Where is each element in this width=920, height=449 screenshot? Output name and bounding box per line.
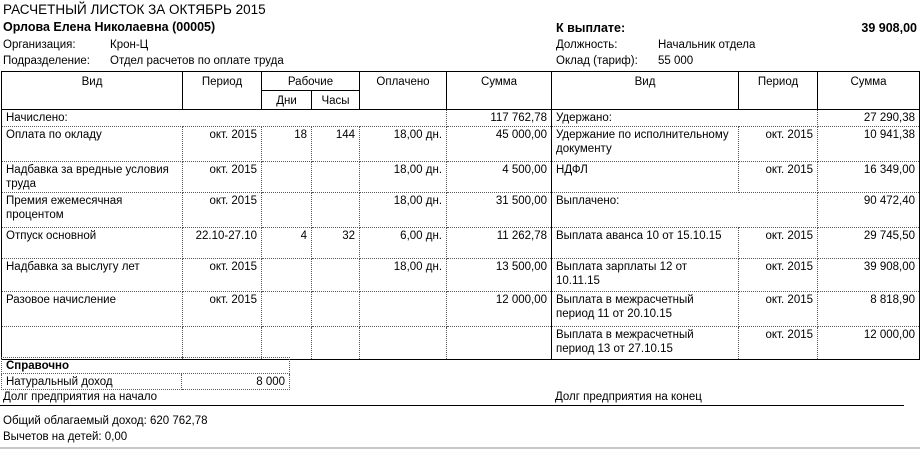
col-period-left: Период xyxy=(183,72,262,110)
cell-paid xyxy=(360,292,447,327)
cell-period-r: окт. 2015 xyxy=(739,259,818,292)
child-deductions-line: Вычетов на детей: 0,00 xyxy=(3,431,128,443)
taxable-income-line: Общий облагаемый доход: 620 762,78 xyxy=(3,415,208,427)
cell-amount: 45 000,00 xyxy=(447,127,552,162)
cell-days xyxy=(262,327,312,360)
position-label: Должность: xyxy=(556,39,618,51)
salary-label: Оклад (тариф): xyxy=(556,55,638,67)
cell-period-r: окт. 2015 xyxy=(739,292,818,327)
cell-kind: Надбавка за выслугу лет xyxy=(2,259,183,292)
accrued-total: 117 762,78 xyxy=(447,110,552,127)
cell-amount-r: 16 349,00 xyxy=(818,162,920,193)
cell-kind-r: Удержание по исполнительному документу xyxy=(552,127,739,162)
cell-paid: 6,00 дн. xyxy=(360,228,447,259)
cell-amount xyxy=(447,327,552,360)
position-value: Начальник отдела xyxy=(658,39,756,51)
cell-amount-r: 39 908,00 xyxy=(818,259,920,292)
payslip-table xyxy=(1,71,920,360)
reference-table xyxy=(1,357,290,390)
cell-kind: Премия ежемесячная процентом xyxy=(2,193,183,228)
organization-value: Крон-Ц xyxy=(110,39,149,51)
cell-period: окт. 2015 xyxy=(183,162,262,193)
withheld-label: Удержано: xyxy=(552,110,818,127)
report-title: РАСЧЕТНЫЙ ЛИСТОК ЗА ОКТЯБРЬ 2015 xyxy=(3,2,266,17)
cell-period: окт. 2015 xyxy=(183,193,262,228)
natural-income-label: Натуральный доход xyxy=(2,374,182,390)
cell-hours xyxy=(312,162,360,193)
cell-paid: 18,00 дн. xyxy=(360,193,447,228)
employee-name: Орлова Елена Николаевна (00005) xyxy=(3,20,216,34)
department-label: Подразделение: xyxy=(3,55,90,67)
cell-hours: 32 xyxy=(312,228,360,259)
cell-paid xyxy=(360,327,447,360)
cell-amount: 11 262,78 xyxy=(447,228,552,259)
cell-days xyxy=(262,193,312,228)
table-row xyxy=(2,162,920,193)
cell-hours xyxy=(312,327,360,360)
cell-paid: 18,00 дн. xyxy=(360,162,447,193)
cell-amount-r: 8 818,90 xyxy=(818,292,920,327)
cell-period-r: окт. 2015 xyxy=(739,127,818,162)
col-amount-left: Сумма xyxy=(447,72,552,110)
table-row xyxy=(2,259,920,292)
cell-kind-r: Выплата в межрасчетный период 11 от 20.10.15 xyxy=(552,292,739,327)
cell-kind: Разовое начисление xyxy=(2,292,183,327)
cell-period-r: окт. 2015 xyxy=(739,228,818,259)
col-kind-left: Вид xyxy=(2,72,183,110)
table-row xyxy=(2,127,920,162)
cell-amount-r: 12 000,00 xyxy=(818,327,920,360)
table-row xyxy=(2,327,920,360)
organization-label: Организация: xyxy=(3,39,76,51)
cell-kind-r: Выплата в межрасчетный период 13 от 27.10.15 xyxy=(552,327,739,360)
cell-period: окт. 2015 xyxy=(183,292,262,327)
cell-period-r: окт. 2015 xyxy=(739,162,818,193)
cell-amount: 13 500,00 xyxy=(447,259,552,292)
cell-kind: Оплата по окладу xyxy=(2,127,183,162)
paidout-label: Выплачено: xyxy=(552,193,818,228)
cell-days xyxy=(262,162,312,193)
salary-value: 55 000 xyxy=(658,55,694,67)
col-amount-right: Сумма xyxy=(818,72,920,110)
cell-period: окт. 2015 xyxy=(183,259,262,292)
cell-kind: Надбавка за вредные условия труда xyxy=(2,162,183,193)
cell-amount-r: 10 941,38 xyxy=(818,127,920,162)
paidout-total: 90 472,40 xyxy=(818,193,920,228)
cell-period: окт. 2015 xyxy=(183,127,262,162)
cell-period-r: окт. 2015 xyxy=(739,327,818,360)
cell-days xyxy=(262,292,312,327)
cell-days: 18 xyxy=(262,127,312,162)
debt-start-label: Долг предприятия на начало xyxy=(3,391,158,403)
debt-end-label: Долг предприятия на конец xyxy=(555,391,702,403)
withheld-total: 27 290,38 xyxy=(818,110,920,127)
cell-amount: 31 500,00 xyxy=(447,193,552,228)
department-value: Отдел расчетов по оплате труда xyxy=(110,55,284,67)
cell-amount-r: 29 745,50 xyxy=(818,228,920,259)
col-paid: Оплачено xyxy=(360,72,447,110)
col-period-right: Период xyxy=(739,72,818,110)
cell-hours: 144 xyxy=(312,127,360,162)
cell-period: 22.10-27.10 xyxy=(183,228,262,259)
reference-title-row xyxy=(2,358,290,374)
cell-kind-r: Выплата аванса 10 от 15.10.15 xyxy=(552,228,739,259)
cell-days xyxy=(262,259,312,292)
accrued-label: Начислено: xyxy=(2,110,447,127)
cell-paid: 18,00 дн. xyxy=(360,127,447,162)
summary-row-accrued-withheld xyxy=(2,110,920,127)
natural-income-row xyxy=(2,374,290,390)
company-debt-row xyxy=(0,391,904,406)
cell-kind: Отпуск основной xyxy=(2,228,183,259)
header-row-1 xyxy=(2,72,920,91)
cell-amount: 4 500,00 xyxy=(447,162,552,193)
cell-amount: 12 000,00 xyxy=(447,292,552,327)
col-days: Дни xyxy=(262,91,312,110)
to-pay-label: К выплате: xyxy=(556,21,626,35)
cell-days: 4 xyxy=(262,228,312,259)
col-hours: Часы xyxy=(312,91,360,110)
cell-period xyxy=(183,327,262,360)
cell-kind-r: Выплата зарплаты 12 от 10.11.15 xyxy=(552,259,739,292)
to-pay-value: 39 908,00 xyxy=(861,21,917,35)
cell-hours xyxy=(312,193,360,228)
natural-income-value: 8 000 xyxy=(182,374,290,390)
cell-kind-r: НДФЛ xyxy=(552,162,739,193)
cell-paid: 18,00 дн. xyxy=(360,259,447,292)
col-kind-right: Вид xyxy=(552,72,739,110)
cell-kind xyxy=(2,327,183,360)
cell-hours xyxy=(312,259,360,292)
reference-title: Справочно xyxy=(2,358,290,374)
col-work-group: Рабочие xyxy=(262,72,360,91)
table-row xyxy=(2,292,920,327)
table-row xyxy=(2,228,920,259)
table-row xyxy=(2,193,920,228)
cell-hours xyxy=(312,292,360,327)
